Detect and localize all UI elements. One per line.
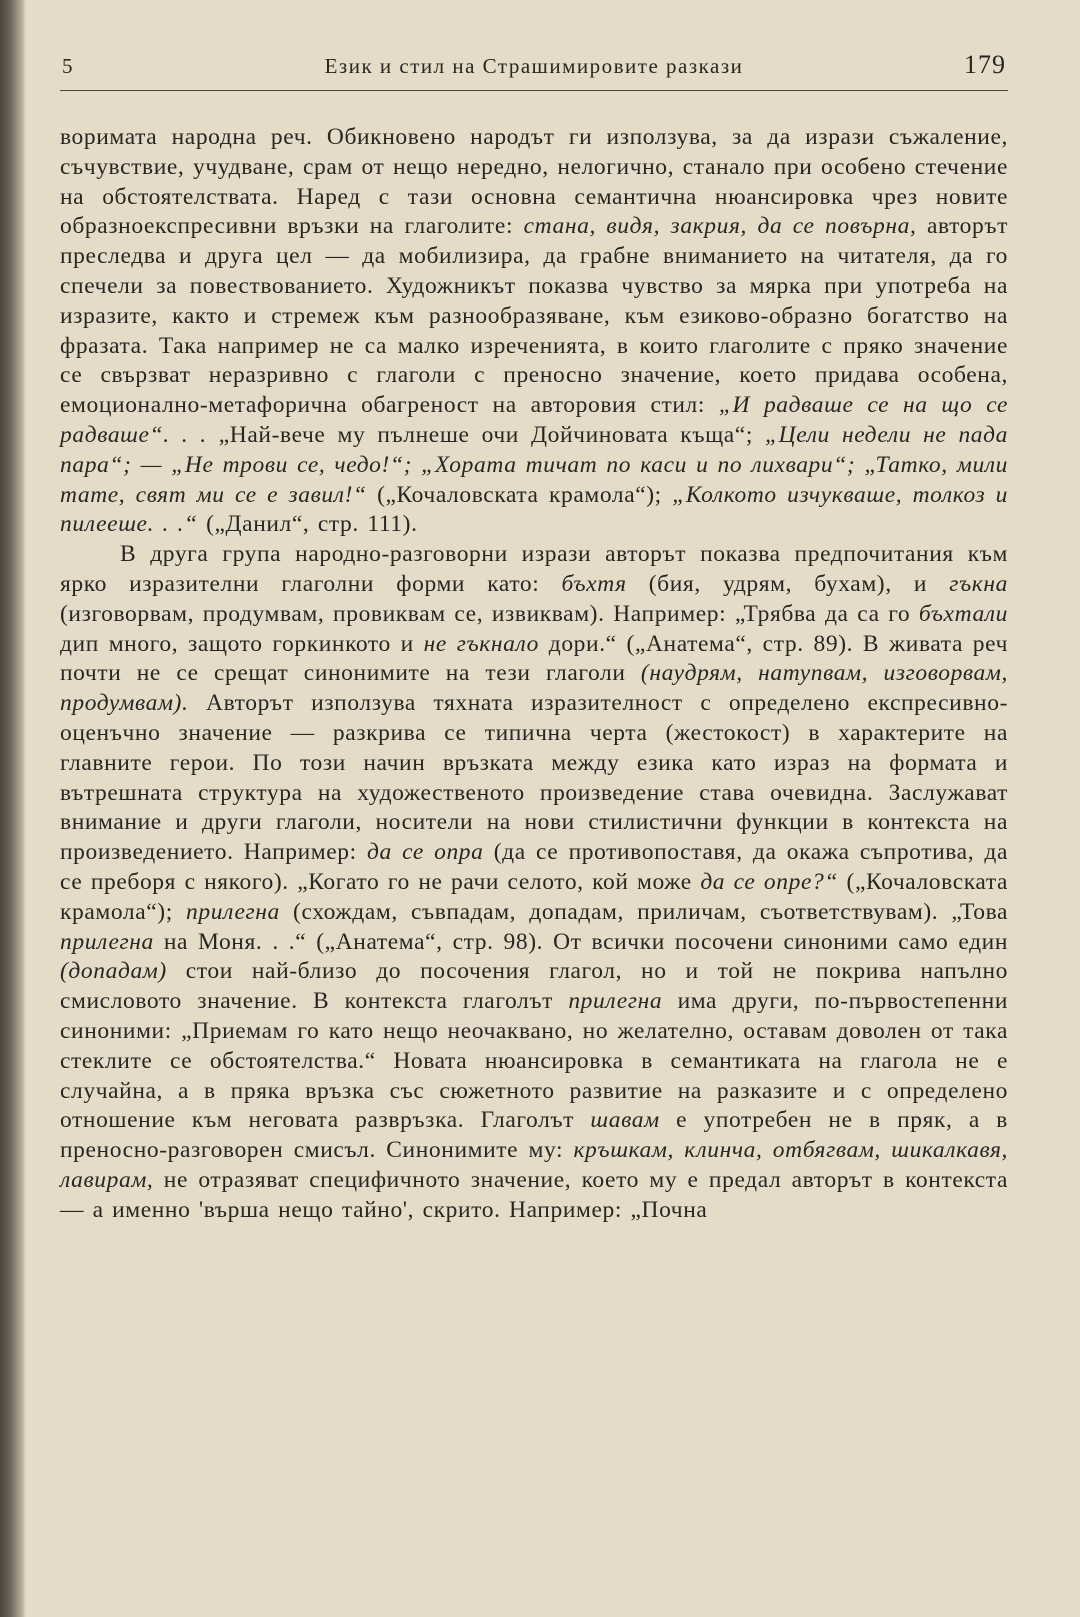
- italic-example: да се опра: [367, 839, 484, 866]
- text-segment: („Кочаловската крамола“);: [366, 481, 673, 508]
- italic-example: бъхтя: [561, 570, 627, 597]
- italic-example: „Колкото изчукваше, толкоз и пилееше. . .“: [60, 481, 1008, 538]
- text-segment: (схождам, съвпадам, допадам, приличам, съответствувам). „Това: [279, 898, 1009, 925]
- text-segment: (бия, удрям, бухам), и: [626, 570, 950, 597]
- book-spine-shadow: [0, 0, 26, 1617]
- italic-example: да се опре?“: [700, 868, 839, 895]
- italic-example: прилегна: [60, 928, 154, 955]
- text-segment: дип много, защото горкинкото и: [60, 630, 424, 657]
- italic-example: (допадам): [60, 958, 167, 985]
- italic-example: стана, видя, закрия, да се повърна,: [523, 213, 917, 240]
- paragraph-2: [60, 540, 1008, 1225]
- text-segment: стои най-близо до посочения глагол, но и той не покрива напълно смисловото значение. В контекста глаголът: [60, 958, 1008, 1015]
- text-segment: авторът преследва и друга цел — да мобилизира, да грабне вниманието на читателя, да го спечели за повествованието. Художникът показва чувство за мярка при употреба на изразите, както и стремеж към разнообразяване, към езиково-образно богатство на фразата. Така например не са малко изреченията, в които глаголите с пряко значение се свързват неразривно с глаголи с преносно значение, което придава особена, емоционално-метафорична обагреност на авторовия стил:: [60, 213, 1009, 419]
- text-segment: не отразяват специфичното значение, което му е предал авторът в контекста — а именно 'върша нещо тайно', скрито. Например: „Почна: [60, 1166, 1008, 1223]
- text-segment: („Кочаловската крамола“);: [60, 868, 1009, 925]
- header-left-marker: 5: [62, 54, 74, 78]
- text-segment: дори.“ („Анатема“, стр. 89). В живата реч почти не се срещат синонимите на тези глаголи: [60, 630, 1008, 687]
- italic-example: прилегна: [186, 898, 280, 925]
- text-segment: е употребен не в пряк, а в преносно-разговорен смисъл. Синонимите му:: [60, 1107, 1008, 1164]
- italic-example: шавам: [590, 1107, 660, 1134]
- italic-example: бъхтали: [918, 600, 1008, 627]
- text-segment: „Най-вече му пълнеше очи Дойчиновата къща“;: [206, 421, 766, 448]
- book-page: [60, 50, 1008, 1225]
- page-body-text: [60, 123, 1008, 1225]
- text-segment: В друга група народно-разговорни изрази авторът показва предпочитания към ярко изразителни глаголни форми като:: [60, 541, 1008, 597]
- italic-example: гъкна: [949, 570, 1008, 597]
- italic-example: (наудрям, натупвам, изговорвам, продумвам).: [60, 660, 1008, 717]
- page-number: 179: [964, 50, 1006, 79]
- italic-example: „Цели недели не пада пара“; — „Не трови се, чедо!“; „Хората тичат по каси и по лихвари“; „Татко, мили тате, свят ми се е завил!“: [60, 421, 1008, 508]
- running-title: Език и стил на Страшимировите разкази: [324, 54, 744, 78]
- italic-example: не гъкнало: [423, 630, 539, 657]
- italic-example: „И радваше се на що се радваше“. . .: [60, 392, 1008, 448]
- paragraph-1: [60, 123, 1008, 540]
- text-segment: (да се противопоставя, да окажа съпротива, да се преборя с някого). „Когато го не рачи селото, кой може: [60, 839, 1008, 895]
- italic-example: кръшкам, клинча, отбягвам, шикалкавя, лавирам,: [60, 1137, 1008, 1193]
- text-segment: има други, по-първостепенни синоними: „Приемам го като нещо неочаквано, но желателно, оставам доволен от така стеклите се обстоятелства.“ Новата нюансировка в семантиката на глагола не е случайна, а в пряка връзка със сюжетното развитие на разказите и с определено отношение към неговата развръзка. Глаголът: [60, 988, 1008, 1134]
- text-segment: („Данил“, стр. 111).: [197, 511, 418, 538]
- text-segment: Авторът използува тяхната изразителност с определено експресивно-оценъчно значение — разкрива се типична черта (жестокост) в характерите на главните герои. По този начин връзката между езика като израз на формата и вътрешната структура на художественото произведение става очевидна. Заслужават внимание и други глаголи, носители на нови стилистични функции в контекста на произведението. Например:: [60, 690, 1008, 866]
- italic-example: прилегна: [568, 988, 663, 1015]
- text-segment: воримата народна реч. Обикновено народът ги използува, за да изрази съжаление, съчувствие, учудване, срам от нещо нередно, нелогично, станало при особено стечение на обстоятелствата. Наред с тази основна семантична нюансировка чрез новите образноекспресивни връзки на глаголите:: [60, 124, 1008, 240]
- text-segment: на Моня. . .“ („Анатема“, стр. 98). От всички посочени синоними само един: [153, 928, 1008, 955]
- running-header: [60, 50, 1008, 91]
- text-segment: (изговорвам, продумвам, провиквам се, извиквам). Например: „Трябва да са го: [60, 600, 919, 627]
